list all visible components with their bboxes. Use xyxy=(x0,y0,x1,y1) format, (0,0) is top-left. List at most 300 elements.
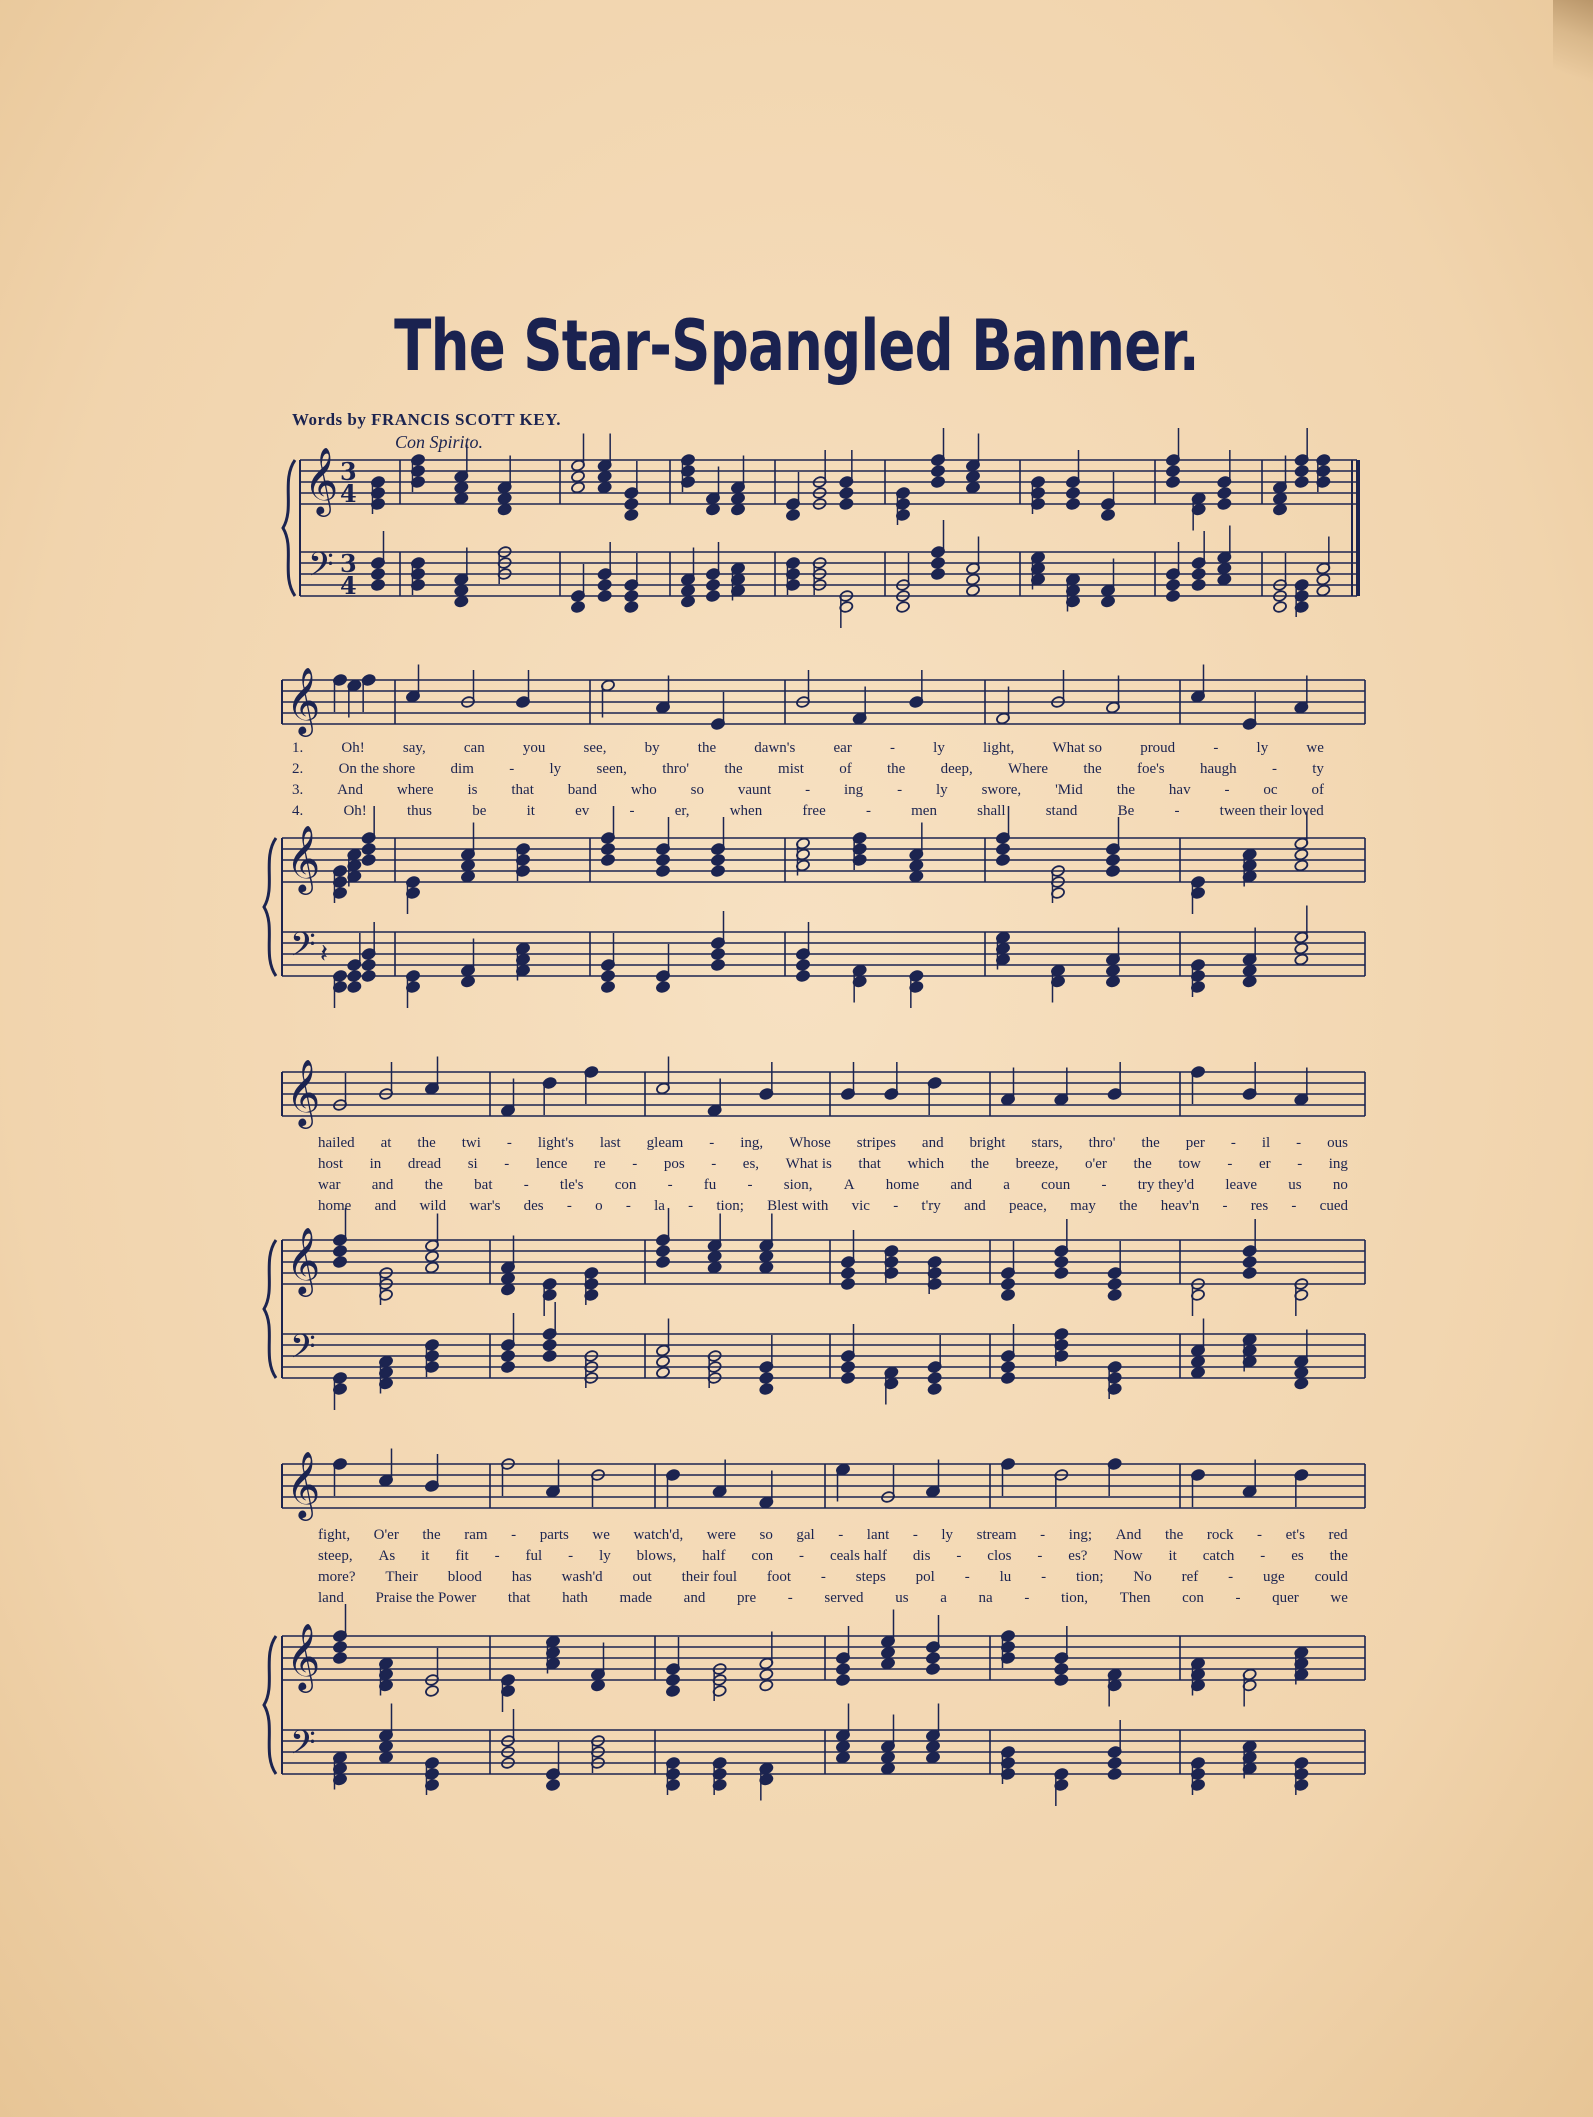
note xyxy=(841,1372,856,1385)
lyric-line xyxy=(318,1527,1348,1547)
note xyxy=(1294,906,1309,944)
note xyxy=(1001,1372,1016,1385)
note xyxy=(1166,476,1181,489)
lyric-syllable: stars, xyxy=(1031,1135,1063,1151)
lyric-syllable: ing xyxy=(1328,1156,1348,1172)
note xyxy=(497,456,512,494)
note xyxy=(501,1079,516,1117)
lyric-syllable: the xyxy=(1133,1156,1152,1172)
note xyxy=(656,1366,671,1379)
lyric-syllable: tion; xyxy=(716,1198,744,1214)
note xyxy=(931,520,946,558)
lyric-syllable: - xyxy=(820,1569,826,1585)
lyric-syllable: - xyxy=(1037,1548,1043,1564)
note xyxy=(425,1261,440,1274)
lyric-syllable: 4. xyxy=(292,803,304,819)
note xyxy=(1166,428,1181,466)
note xyxy=(461,859,476,872)
note xyxy=(1217,562,1232,575)
lyric-syllable: steps xyxy=(855,1569,886,1585)
lyric-syllable: steep, xyxy=(318,1548,353,1564)
lyric-syllable: si xyxy=(467,1156,478,1172)
note xyxy=(624,461,639,499)
lyric-syllable: ly xyxy=(599,1548,611,1564)
lyric-syllable: o'er xyxy=(1085,1156,1107,1172)
note xyxy=(706,579,721,592)
note xyxy=(454,445,469,483)
note xyxy=(881,1751,896,1764)
note xyxy=(841,1267,856,1280)
lyric-syllable: o xyxy=(595,1198,603,1214)
note xyxy=(333,1641,348,1654)
note xyxy=(841,1062,856,1100)
note xyxy=(461,823,476,861)
lyric-syllable: ceals half xyxy=(829,1548,887,1564)
lyric-syllable: pos xyxy=(663,1156,685,1172)
lyric-syllable: 'Mid xyxy=(1055,782,1083,798)
note xyxy=(927,1335,942,1373)
note xyxy=(571,481,586,494)
note xyxy=(1294,1377,1309,1390)
note xyxy=(542,1077,557,1115)
note xyxy=(839,498,854,511)
note xyxy=(1054,1267,1069,1280)
lyric-syllable: lant xyxy=(866,1527,890,1543)
lyric-syllable: the xyxy=(1329,1548,1348,1564)
lyric-syllable: the xyxy=(1119,1198,1138,1214)
tempo-marking: Con Spirito. xyxy=(395,432,484,452)
note xyxy=(1191,1366,1206,1379)
note xyxy=(1054,1068,1069,1106)
lyric-syllable: foe's xyxy=(1136,761,1165,777)
lyric-syllable: es? xyxy=(1068,1548,1088,1564)
note xyxy=(597,590,612,603)
lyric-syllable: deep, xyxy=(940,761,973,777)
lyric-syllable: - xyxy=(747,1177,753,1193)
note xyxy=(839,450,854,488)
note xyxy=(1316,584,1331,597)
lyric-syllable: that xyxy=(511,782,534,798)
lyric-syllable: tween their loved xyxy=(1219,803,1324,819)
lyric-syllable: and xyxy=(964,1198,986,1214)
treble-clef-icon: 𝄞 xyxy=(286,1058,321,1126)
note xyxy=(1191,1319,1206,1357)
note xyxy=(1166,542,1181,580)
note xyxy=(841,1361,856,1374)
lyric-syllable: war's xyxy=(469,1198,501,1214)
lyric-syllable: the xyxy=(697,740,717,756)
note xyxy=(371,568,386,581)
lyric-syllable: no xyxy=(1332,1177,1348,1193)
lyric-syllable: Whose xyxy=(789,1135,831,1151)
lyric-syllable: free xyxy=(802,803,826,819)
lyric-syllable: On the shore xyxy=(338,761,416,777)
note xyxy=(361,674,376,712)
note xyxy=(966,537,981,575)
treble-clef-icon: 𝄞 xyxy=(286,1622,321,1690)
note xyxy=(1066,450,1081,488)
note xyxy=(836,1663,851,1676)
note xyxy=(591,1679,606,1692)
note xyxy=(624,509,639,522)
lyric-syllable: be xyxy=(472,803,487,819)
note xyxy=(1001,1068,1016,1106)
lyric-syllable: gleam xyxy=(646,1135,684,1151)
note xyxy=(571,564,586,602)
note xyxy=(909,859,924,872)
lyric-syllable: the xyxy=(417,1135,436,1151)
note xyxy=(333,1256,348,1269)
lyric-syllable: men xyxy=(911,803,937,819)
note xyxy=(759,1335,774,1373)
lyric-syllable: cued xyxy=(1319,1198,1348,1214)
lyric-syllable: is xyxy=(467,782,478,798)
note xyxy=(1166,590,1181,603)
lyric-syllable: ly xyxy=(933,740,945,756)
note xyxy=(1166,579,1181,592)
note xyxy=(425,1454,440,1492)
lyric-syllable: Be xyxy=(1117,803,1135,819)
lyric-syllable: - xyxy=(511,1527,517,1543)
note xyxy=(347,679,362,717)
note xyxy=(1106,964,1121,977)
lyric-line xyxy=(318,1156,1348,1176)
lyric-syllable: fit xyxy=(455,1548,469,1564)
note xyxy=(1191,1469,1206,1507)
lyric-syllable: - xyxy=(1040,1527,1046,1543)
lyric-syllable: And xyxy=(337,782,363,798)
note xyxy=(1106,676,1121,714)
lyric-syllable: - xyxy=(893,1198,899,1214)
lyric-syllable: And xyxy=(1115,1527,1142,1543)
lyric-syllable: it xyxy=(526,803,535,819)
note xyxy=(759,1250,774,1263)
lyricist-credit: Words by FRANCIS SCOTT KEY. xyxy=(292,410,562,429)
note xyxy=(1054,1219,1069,1257)
lyric-syllable: hailed xyxy=(318,1135,355,1151)
lyric-syllable: the xyxy=(887,761,906,777)
note xyxy=(1054,1626,1069,1664)
note xyxy=(836,1704,851,1742)
lyric-syllable: la xyxy=(654,1198,665,1214)
note xyxy=(584,1066,599,1104)
note xyxy=(601,854,616,867)
note xyxy=(1191,531,1206,569)
note xyxy=(1242,1267,1257,1280)
lyric-syllable: ing; xyxy=(1068,1527,1093,1543)
lyric-syllable: wild xyxy=(419,1198,447,1214)
lyric-syllable: - xyxy=(625,1198,631,1214)
note xyxy=(546,1779,561,1792)
lyric-syllable: parts xyxy=(539,1527,569,1543)
time-signature-bottom: 4 xyxy=(340,571,357,600)
note xyxy=(759,1679,774,1692)
note xyxy=(454,492,469,505)
note xyxy=(707,1214,722,1252)
time-signature-bottom: 4 xyxy=(340,479,357,508)
note xyxy=(1106,854,1121,867)
note xyxy=(501,1236,516,1274)
lyric-syllable: - xyxy=(509,761,515,777)
lyric-syllable: - xyxy=(568,1548,574,1564)
bass-clef-icon: 𝄢 xyxy=(290,1328,316,1374)
lyric-syllable: - xyxy=(956,1548,962,1564)
lyric-syllable: dread xyxy=(407,1156,442,1172)
lyric-syllable: - xyxy=(1174,803,1180,819)
lyric-syllable: uge xyxy=(1263,1569,1285,1585)
lyric-syllable: 2. xyxy=(292,761,304,777)
note xyxy=(1242,1219,1257,1257)
lyric-syllable: so xyxy=(690,782,704,798)
note xyxy=(996,843,1011,856)
note xyxy=(371,579,386,592)
note xyxy=(497,503,512,516)
lyric-syllable: bright xyxy=(969,1135,1006,1151)
lyric-syllable: oc xyxy=(1263,782,1278,798)
note xyxy=(497,492,512,505)
note xyxy=(656,1355,671,1368)
note xyxy=(1316,537,1331,575)
note xyxy=(666,1685,681,1698)
note xyxy=(759,1062,774,1100)
lyric-syllable: thus xyxy=(406,803,432,819)
note xyxy=(656,1256,671,1269)
lyric-syllable: when xyxy=(729,803,763,819)
note xyxy=(1242,1256,1257,1269)
note xyxy=(1217,487,1232,500)
note xyxy=(1107,1241,1122,1279)
note xyxy=(1191,1355,1206,1368)
treble-clef-icon: 𝄞 xyxy=(286,824,321,892)
note xyxy=(1242,1460,1257,1498)
note xyxy=(656,676,671,714)
lyric-syllable: of xyxy=(1311,782,1324,798)
lyric-syllable: we xyxy=(1306,740,1324,756)
note xyxy=(597,542,612,580)
note xyxy=(1107,1062,1122,1100)
lyric-syllable: us xyxy=(895,1590,909,1606)
note xyxy=(571,434,586,472)
lyric-syllable: - xyxy=(1101,1177,1107,1193)
lyric-syllable: the xyxy=(1164,1527,1184,1543)
lyric-syllable: dawn's xyxy=(754,740,796,756)
lyric-syllable: pre xyxy=(736,1590,757,1606)
note xyxy=(1217,573,1232,586)
note xyxy=(836,1751,851,1764)
lyric-syllable: that xyxy=(507,1590,531,1606)
note xyxy=(707,1261,722,1274)
lyric-syllable: watch'd, xyxy=(633,1527,684,1543)
lyric-line xyxy=(292,782,1324,802)
note xyxy=(1294,1068,1309,1106)
note xyxy=(656,1057,671,1095)
lyric-syllable: by xyxy=(644,740,660,756)
note xyxy=(966,584,981,597)
note xyxy=(706,467,721,505)
note xyxy=(601,843,616,856)
song-title: The Star-Spangled Banner. xyxy=(394,305,1199,387)
note xyxy=(1273,601,1288,614)
lyric-syllable: at xyxy=(380,1135,392,1151)
lyric-syllable: - xyxy=(912,1527,918,1543)
lyric-syllable: tle's xyxy=(559,1177,584,1193)
note xyxy=(347,981,362,994)
note xyxy=(1001,1324,1016,1362)
note xyxy=(706,503,721,516)
note xyxy=(1294,942,1309,955)
lyric-syllable: - xyxy=(799,1548,805,1564)
lyric-syllable: red xyxy=(1328,1527,1348,1543)
note xyxy=(909,870,924,883)
note xyxy=(1054,1663,1069,1676)
lyric-syllable: - xyxy=(1227,1156,1233,1172)
lyric-syllable: tow xyxy=(1178,1156,1201,1172)
note xyxy=(1107,1757,1122,1770)
lyric-syllable: foot xyxy=(766,1569,792,1585)
note xyxy=(601,933,616,971)
lyric-syllable: - xyxy=(1260,1548,1266,1564)
lyric-syllable: No xyxy=(1133,1569,1152,1585)
lyric-syllable: more? xyxy=(318,1569,356,1585)
note xyxy=(656,1245,671,1258)
brace xyxy=(283,460,295,596)
lyric-syllable: land xyxy=(318,1590,344,1606)
note xyxy=(333,1458,348,1496)
lyric-syllable: dim xyxy=(450,761,474,777)
lyric-syllable: see, xyxy=(583,740,607,756)
note xyxy=(881,1715,896,1753)
lyric-syllable: light, xyxy=(983,740,1015,756)
lyric-syllable: As xyxy=(378,1548,396,1564)
note xyxy=(666,1674,681,1687)
note xyxy=(1294,476,1309,489)
lyric-syllable: band xyxy=(567,782,597,798)
time-signature-top: 3 xyxy=(340,549,357,578)
note xyxy=(601,970,616,983)
note xyxy=(1107,1458,1122,1496)
treble-clef-icon: 𝄞 xyxy=(286,1226,321,1294)
note xyxy=(1242,928,1257,966)
note xyxy=(461,870,476,883)
note xyxy=(1001,1458,1016,1496)
lyric-syllable: hath xyxy=(562,1590,588,1606)
note xyxy=(927,1383,942,1396)
lyric-syllable: clos xyxy=(987,1548,1012,1564)
note xyxy=(461,975,476,988)
note xyxy=(601,679,616,717)
note xyxy=(406,665,421,703)
note xyxy=(759,1471,774,1509)
lyric-syllable: - xyxy=(504,1156,510,1172)
lyric-syllable: What is xyxy=(785,1156,832,1172)
lyric-syllable: - xyxy=(1024,1590,1030,1606)
note xyxy=(1294,1366,1309,1379)
lyric-syllable: re xyxy=(594,1156,606,1172)
note xyxy=(571,601,586,614)
note xyxy=(1294,465,1309,478)
note xyxy=(624,601,639,614)
lyric-syllable: er xyxy=(1258,1156,1271,1172)
note xyxy=(1001,1241,1016,1279)
lyric-syllable: the xyxy=(970,1156,990,1172)
lyric-syllable: ev xyxy=(575,803,590,819)
note xyxy=(1191,579,1206,592)
note xyxy=(656,1319,671,1357)
note xyxy=(361,922,376,960)
note xyxy=(1066,487,1081,500)
lyric-syllable: it xyxy=(1168,1548,1177,1564)
note xyxy=(542,1350,557,1363)
note xyxy=(841,1230,856,1268)
note xyxy=(1294,848,1309,861)
note xyxy=(926,1740,941,1753)
note xyxy=(371,531,386,569)
lyric-syllable: - xyxy=(865,803,871,819)
note xyxy=(425,1250,440,1263)
note xyxy=(1316,573,1331,586)
lyric-syllable: - xyxy=(1230,1135,1236,1151)
lyric-syllable: war xyxy=(318,1177,341,1193)
note xyxy=(347,970,362,983)
note xyxy=(656,944,671,982)
note xyxy=(1242,692,1257,730)
lyric-syllable: and xyxy=(371,1177,394,1193)
note xyxy=(333,1245,348,1258)
time-signature-top: 3 xyxy=(340,457,357,486)
note xyxy=(841,1278,856,1291)
lyric-syllable: thro' xyxy=(1088,1135,1116,1151)
lyric-syllable: stream xyxy=(976,1527,1017,1543)
note xyxy=(711,948,726,961)
note xyxy=(1294,676,1309,714)
lyric-syllable: - xyxy=(1296,1135,1302,1151)
note xyxy=(926,1704,941,1742)
lyric-syllable: - xyxy=(805,782,811,798)
note xyxy=(666,1469,681,1507)
lyric-syllable: - xyxy=(566,1198,572,1214)
lyric-syllable: - xyxy=(897,782,903,798)
note xyxy=(425,1214,440,1252)
lyric-syllable: vaunt xyxy=(737,782,772,798)
note xyxy=(731,492,746,505)
note xyxy=(1054,1256,1069,1269)
lyric-line xyxy=(292,803,1324,823)
lyric-syllable: vic xyxy=(851,1198,870,1214)
note xyxy=(597,470,612,483)
note xyxy=(966,470,981,483)
note xyxy=(966,573,981,586)
lyric-syllable: which xyxy=(907,1156,945,1172)
lyric-syllable: twi xyxy=(461,1135,481,1151)
note xyxy=(1106,928,1121,966)
lyric-syllable: ous xyxy=(1327,1135,1348,1151)
note xyxy=(1101,559,1116,597)
note xyxy=(711,865,726,878)
lyric-syllable: - xyxy=(506,1135,512,1151)
note xyxy=(1294,859,1309,872)
note xyxy=(711,959,726,972)
lyric-syllable: swore, xyxy=(981,782,1022,798)
lyric-syllable: 1. xyxy=(292,740,304,756)
lyric-syllable: ful xyxy=(525,1548,543,1564)
lyric-syllable: - xyxy=(667,1177,673,1193)
note xyxy=(1242,1062,1257,1100)
note xyxy=(656,854,671,867)
note xyxy=(1101,472,1116,510)
note xyxy=(1217,450,1232,488)
note xyxy=(966,434,981,472)
note xyxy=(896,601,911,614)
